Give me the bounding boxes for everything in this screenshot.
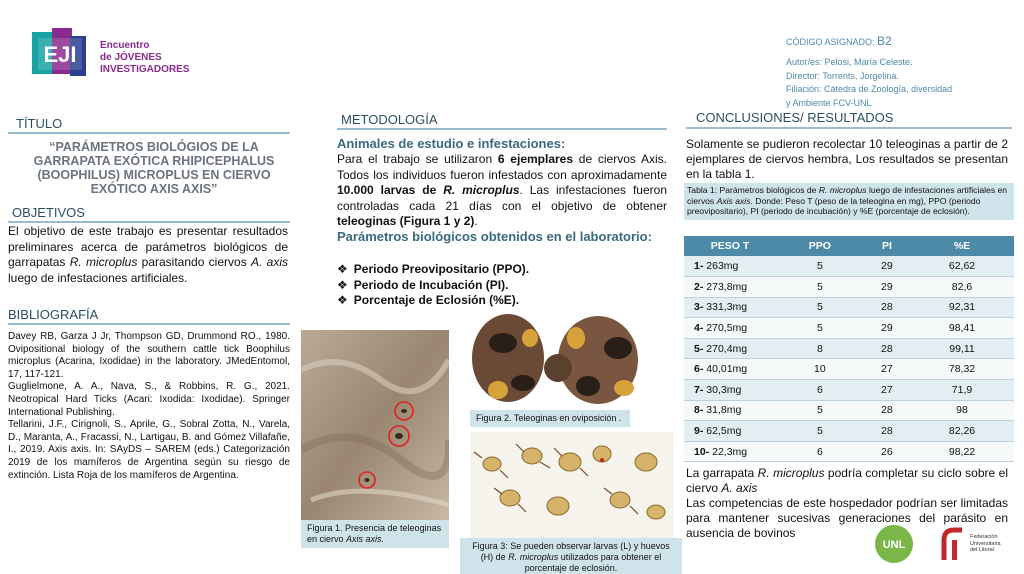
cell-pi: 29	[864, 318, 910, 339]
cell-pi: 28	[864, 421, 910, 442]
unl-logo	[874, 524, 914, 564]
cell-ppo: 6	[776, 380, 864, 401]
poster-title: “PARÁMETROS BIOLÓGIOS DE LA GARRAPATA EXÓTICA RHIPICEPHALUS (BOOPHILUS) MICROPLUS EN CIERVO EXÓTICO AXIS AXIS”	[33, 140, 275, 196]
figure-3-photo	[470, 432, 674, 538]
section-heading-objetivos: OBJETIVOS	[12, 205, 85, 220]
diamond-bullet-icon: ❖	[337, 262, 348, 276]
diamond-bullet-icon: ❖	[337, 293, 348, 307]
reference-item: Davey RB, Garza J Jr, Thompson GD, Drummond RO., 1980. Ovipositional biology of the southern cattle tick Boophilus microplus (Acarina, Ixodidae) in the laboratory. JMedEntomol, 17, 117-121.	[8, 331, 290, 380]
cell-ppo: 5	[776, 277, 864, 298]
affiliation-line-2: y Ambiente FCV-UNL	[786, 97, 872, 108]
cell-pi: 26	[864, 441, 910, 462]
cell-pi: 29	[864, 256, 910, 277]
assigned-code: CÓDIGO ASIGNADO: B2	[786, 34, 892, 48]
reference-item: Tellarini, J.F., Cirignoli, S., Aprile, G., Sobral Zotta, N., Varela, D., Maranta, A., Fracassi, N., Lartigau, B. and Gómez Villafañe, I., 2019. Axis axis. In: SAyDS – SAREM (eds.) Categorización 2019 de los mamíferos de Argentina según su riesgo de extinción. Lista Roja de los mamíferos de Argentina.	[8, 419, 290, 481]
fed-logo-text: Federación Universitaria del Litoral	[970, 534, 1001, 553]
cell-peso: 7- 30,3mg	[684, 380, 776, 401]
divider	[8, 323, 290, 325]
cell-eclosion: 78,32	[910, 359, 1014, 380]
cell-ppo: 5	[776, 400, 864, 421]
table-row	[684, 380, 1014, 401]
cell-eclosion: 98,22	[910, 441, 1014, 462]
table-row	[684, 421, 1014, 442]
divider	[686, 127, 1012, 129]
table-row	[684, 256, 1014, 277]
column-header: PI	[864, 236, 910, 256]
methods-subheading-animals: Animales de estudio e infestaciones:	[337, 136, 566, 151]
cell-eclosion: 71,9	[910, 380, 1014, 401]
parameter-list	[337, 262, 667, 309]
conclusion-1: La garrapata R. microplus podría completar su ciclo sobre el ciervo A. axis	[686, 466, 1008, 495]
logo-wordmark: Encuentro de JÓVENES INVESTIGADORES	[100, 40, 190, 75]
cell-pi: 27	[864, 380, 910, 401]
authors-line: Autor/es: Pelosi, María Celeste.	[786, 57, 913, 67]
cell-peso: 10- 22,3mg	[684, 441, 776, 462]
logo-initials: EJI	[43, 42, 77, 67]
table-row	[684, 277, 1014, 298]
methods-subheading-parameters: Parámetros biológicos obtenidos en el laboratorio:	[337, 229, 652, 244]
cell-pi: 28	[864, 338, 910, 359]
table-caption: Tabla 1: Parámetros biológicos de R. microplus luego de infestaciones artificiales en ciervos Axis axis. Donde: Peso T (peso de la teleogina en mg), PPO (periodo preovipositario), PI (periodo de incubación) y %E (porcentaje de eclosión).	[684, 183, 1014, 220]
figure-3-caption: Figura 3: Se pueden observar larvas (L) y huevos (H) de R. microplus utilizados para obtener el porcentaje de eclosión.	[460, 538, 682, 574]
cell-eclosion: 62,62	[910, 256, 1014, 277]
table-row	[684, 297, 1014, 318]
cell-peso: 9- 62,5mg	[684, 421, 776, 442]
table-row	[684, 441, 1014, 462]
figure-1-photo	[301, 330, 449, 520]
section-heading-metodologia: METODOLOGÍA	[341, 112, 438, 127]
column-header: PPO	[776, 236, 864, 256]
methods-text: Para el trabajo se utilizaron 6 ejemplares de ciervos Axis. Todos los individuos fueron infestados con aproximadamente 10.000 larvas de R. microplus. Las infestaciones fueron controladas cada 21 días con el objetivo de obtener teleoginas (Figura 1 y 2).	[337, 152, 667, 228]
list-item: ❖ Periodo Preovipositario (PPO).	[337, 262, 530, 276]
cell-peso: 2- 273,8mg	[684, 277, 776, 298]
svg-text:UNL: UNL	[882, 539, 906, 551]
objectives-text: El objetivo de este trabajo es presentar resultados preliminares acerca de parámetros biológicos de garrapatas R. microplus parasitando ciervos A. axis luego de infestaciones artificiales.	[8, 224, 288, 285]
cell-peso: 4- 270,5mg	[684, 318, 776, 339]
list-item: ❖ Porcentaje de Eclosión (%E).	[337, 293, 520, 307]
diamond-bullet-icon: ❖	[337, 277, 348, 292]
divider	[8, 221, 290, 223]
cell-ppo: 5	[776, 318, 864, 339]
reference-item: Guglielmone, A. A., Nava, S., & Robbins, R. G., 2021. Neotropical Hard Ticks (Acari: Ixodida: Ixodidae). Springer International Publishing.	[8, 381, 290, 418]
divider	[337, 128, 667, 130]
cell-eclosion: 99,11	[910, 338, 1014, 359]
cell-eclosion: 98,41	[910, 318, 1014, 339]
cell-peso: 5- 270,4mg	[684, 338, 776, 359]
section-heading-titulo: TÍTULO	[16, 116, 63, 131]
cell-ppo: 8	[776, 338, 864, 359]
cell-peso: 3- 331,3mg	[684, 297, 776, 318]
cell-peso: 1- 263mg	[684, 256, 776, 277]
bibliography-list	[8, 331, 290, 482]
cell-ppo: 5	[776, 256, 864, 277]
figure-2-caption: Figura 2. Teleoginas en oviposición .	[470, 410, 630, 427]
cell-ppo: 5	[776, 421, 864, 442]
cell-eclosion: 92,31	[910, 297, 1014, 318]
section-heading-bibliografia: BIBLIOGRAFÍA	[8, 307, 99, 322]
divider	[8, 132, 290, 134]
fed-logo-mark	[940, 526, 966, 564]
cell-pi: 29	[864, 277, 910, 298]
cell-peso: 6- 40,01mg	[684, 359, 776, 380]
cell-pi: 28	[864, 400, 910, 421]
figure-1-caption: Figura 1. Presencia de teleoginas en ciervo Axis axis.	[301, 520, 449, 548]
cell-pi: 27	[864, 359, 910, 380]
conclusion-2: Las competencias de este hospedador podrían ser limitadas para mantener sucesivas generaciones del parásito en ausencia de bovinos	[686, 496, 1008, 540]
results-table	[684, 236, 1014, 462]
cell-ppo: 6	[776, 441, 864, 462]
list-item: ❖ Periodo de Incubación (PI).	[337, 277, 509, 292]
table-header-row	[684, 236, 1014, 256]
table-row	[684, 318, 1014, 339]
eji-logo	[30, 26, 90, 80]
figure-2-photo	[468, 308, 646, 410]
cell-peso: 8- 31,8mg	[684, 400, 776, 421]
cell-ppo: 10	[776, 359, 864, 380]
section-heading-conclusiones: CONCLUSIONES/ RESULTADOS	[696, 110, 894, 125]
table-row	[684, 400, 1014, 421]
code-value: B2	[877, 34, 892, 48]
results-intro-text: Solamente se pudieron recolectar 10 teleoginas a partir de 2 ejemplares de ciervos hembra, Los resultados se presentan en la tabla 1.	[686, 137, 1008, 181]
director-line: Director: Torrents, Jorgelina.	[786, 70, 899, 81]
column-header: PESO T	[684, 236, 776, 256]
author-info	[786, 56, 1006, 110]
cell-ppo: 5	[776, 297, 864, 318]
affiliation-line: Filiación: Cátedra de Zoología, diversidad	[786, 84, 953, 94]
cell-eclosion: 98	[910, 400, 1014, 421]
cell-pi: 28	[864, 297, 910, 318]
table-row	[684, 359, 1014, 380]
cell-eclosion: 82,6	[910, 277, 1014, 298]
column-header: %E	[910, 236, 1014, 256]
cell-eclosion: 82,26	[910, 421, 1014, 442]
table-row	[684, 338, 1014, 359]
